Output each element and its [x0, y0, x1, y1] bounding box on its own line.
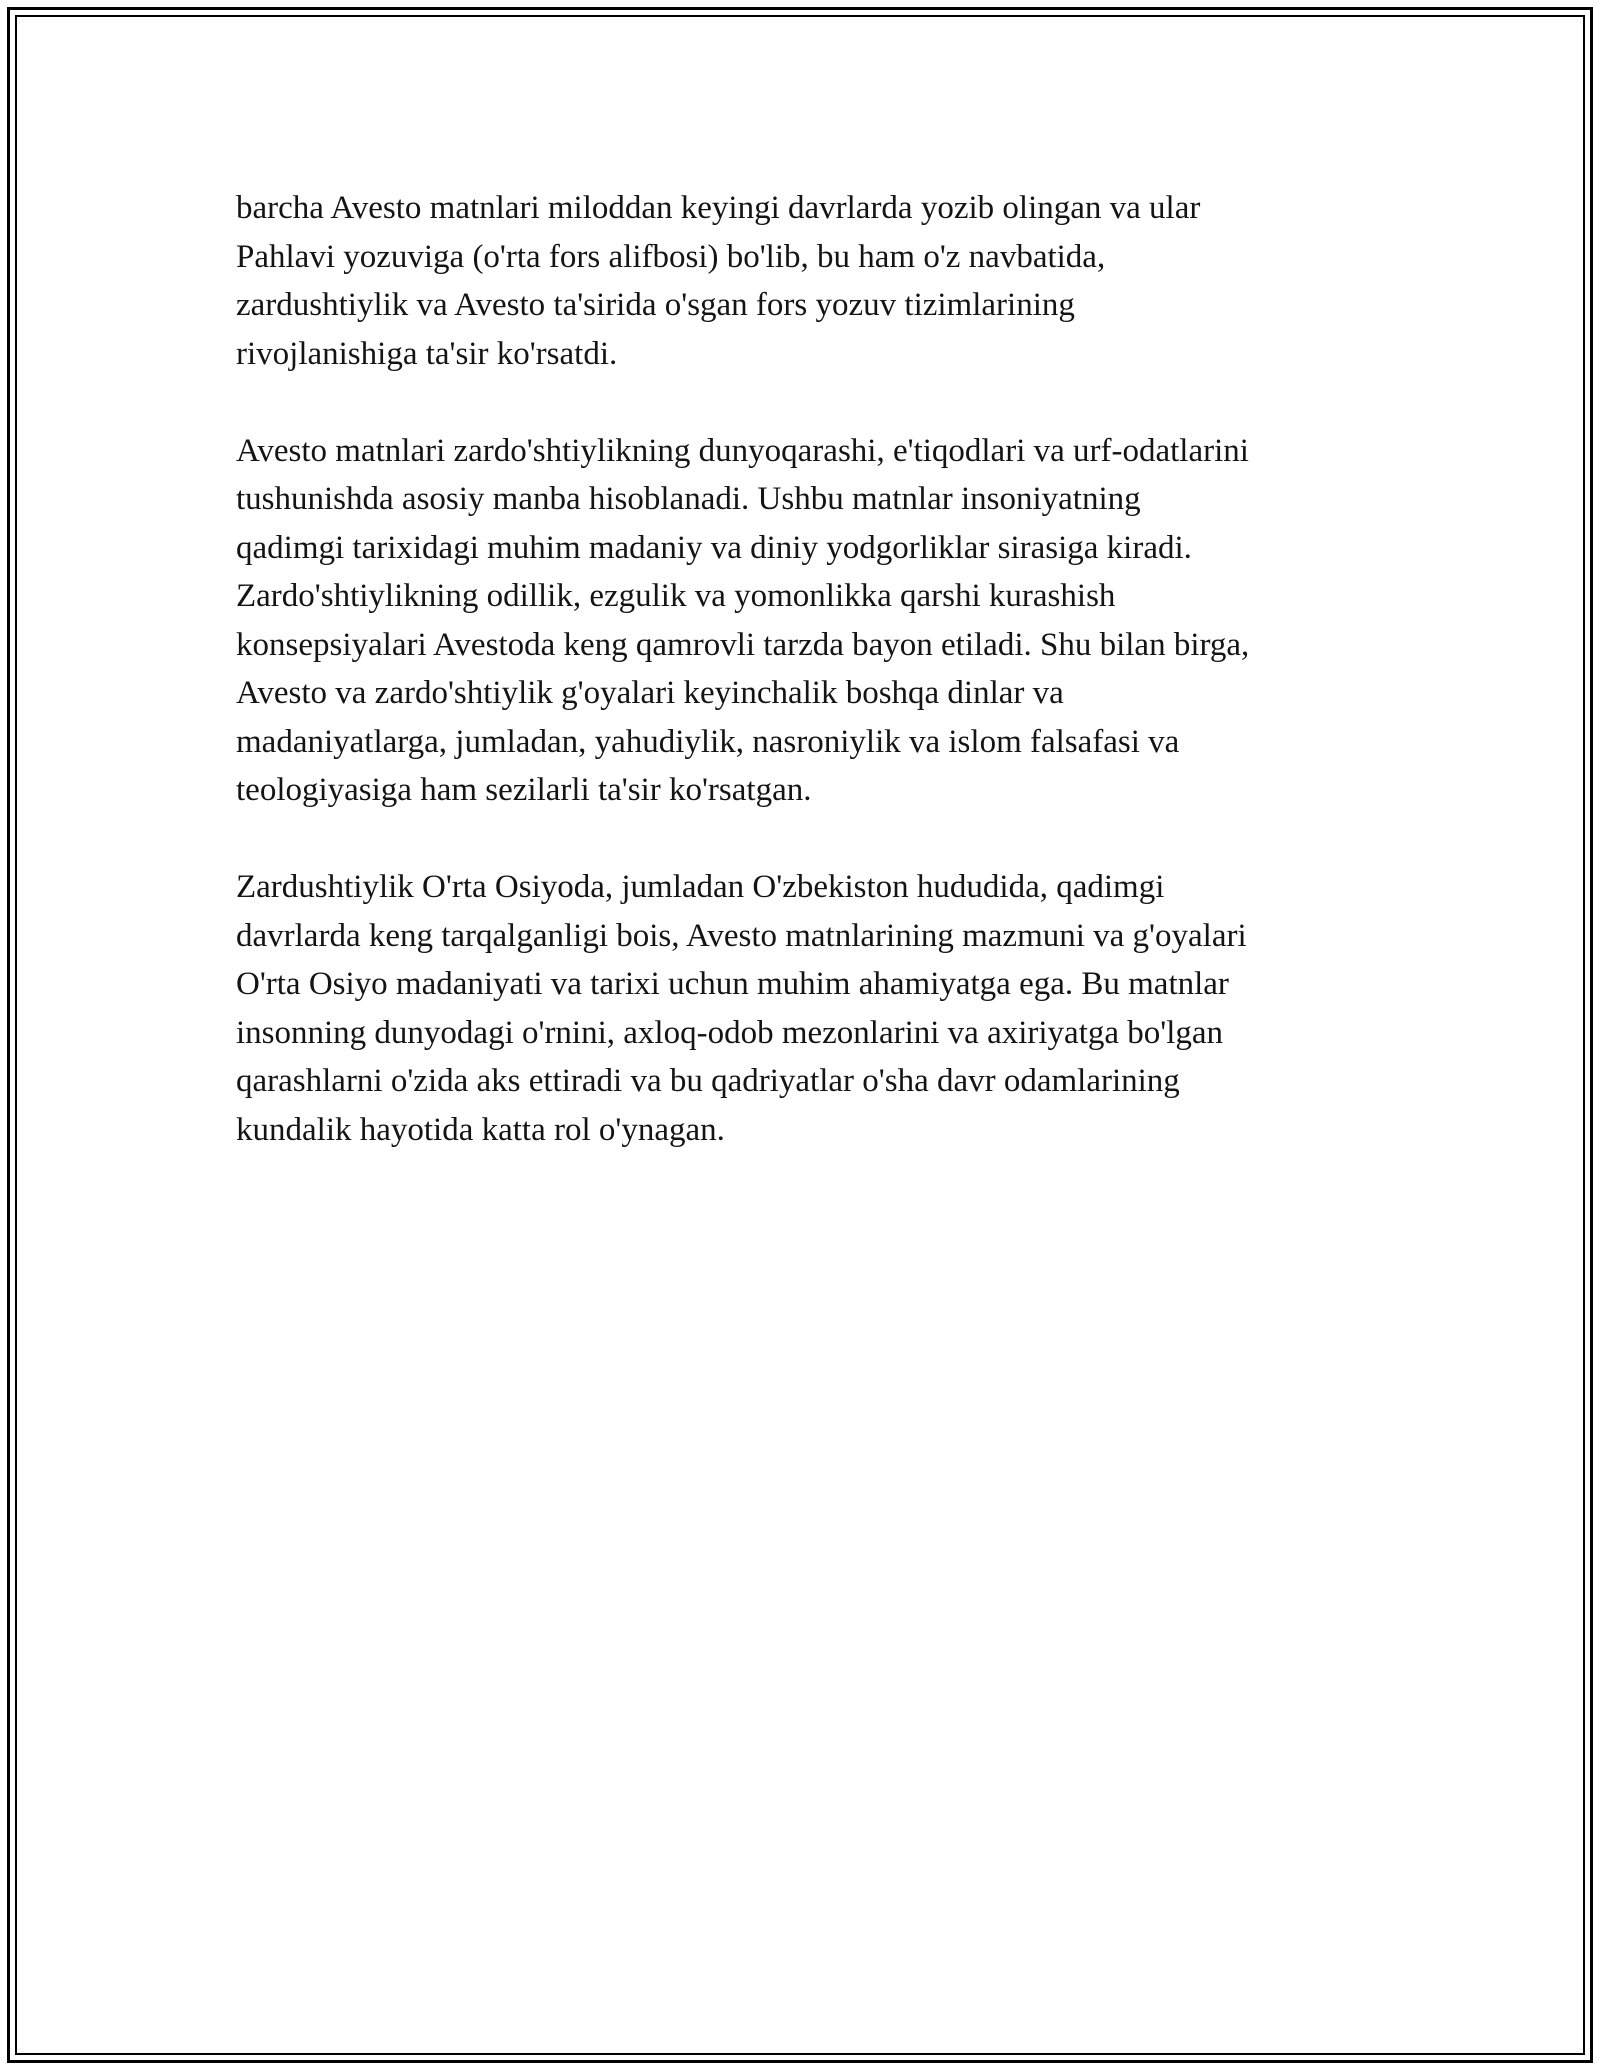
document-body	[236, 184, 1386, 1203]
text-line: kundalik hayotida katta rol o'ynagan.	[236, 1111, 725, 1148]
text-line: Pahlavi yozuviga (o'rta fors alifbosi) bo'lib, bu ham o'z navbatida,	[236, 238, 1106, 275]
text-line: zardushtiylik va Avesto ta'sirida o'sgan fors yozuv tizimlarining	[236, 287, 1075, 323]
paragraph-2	[236, 427, 1386, 815]
text-line: tushunishda asosiy manba hisoblanadi. Ushbu matnlar insoniyatning	[236, 481, 1141, 517]
text-line: barcha Avesto matnlari miloddan keyingi davrlarda yozib olingan va ular	[236, 190, 1201, 226]
text-line: teologiyasiga ham sezilarli ta'sir ko'rsatgan.	[236, 772, 812, 808]
text-line: Avesto va zardo'shtiylik g'oyalari keyinchalik boshqa dinlar va	[236, 675, 1064, 711]
paragraph-3	[236, 863, 1386, 1154]
text-line: Avesto matnlari zardo'shtiylikning dunyoqarashi, e'tiqodlari va urf-odatlarini	[236, 432, 1249, 469]
text-line: O'rta Osiyo madaniyati va tarixi uchun muhim ahamiyatga ega. Bu matnlar	[236, 966, 1229, 1002]
text-line: qarashlarni o'zida aks ettiradi va bu qadriyatlar o'sha davr odamlarining	[236, 1063, 1180, 1099]
text-line: qadimgi tarixidagi muhim madaniy va diniy yodgorliklar sirasiga kiradi.	[236, 529, 1192, 566]
text-line: rivojlanishiga ta'sir ko'rsatdi.	[236, 335, 618, 372]
paragraph-1	[236, 184, 1386, 378]
text-line: davrlarda keng tarqalganligi bois, Avesto matnlarining mazmuni va g'oyalari	[236, 917, 1247, 954]
text-line: madaniyatlarga, jumladan, yahudiylik, nasroniylik va islom falsafasi va	[236, 723, 1180, 760]
text-line: Zardo'shtiylikning odillik, ezgulik va yomonlikka qarshi kurashish	[236, 578, 1116, 614]
text-line: Zardushtiylik O'rta Osiyoda, jumladan O'zbekiston hududida, qadimgi	[236, 869, 1165, 905]
text-line: konsepsiyalari Avestoda keng qamrovli tarzda bayon etiladi. Shu bilan birga,	[236, 626, 1250, 663]
text-line: insonning dunyodagi o'rnini, axloq-odob mezonlarini va axiriyatga bo'lgan	[236, 1014, 1224, 1051]
